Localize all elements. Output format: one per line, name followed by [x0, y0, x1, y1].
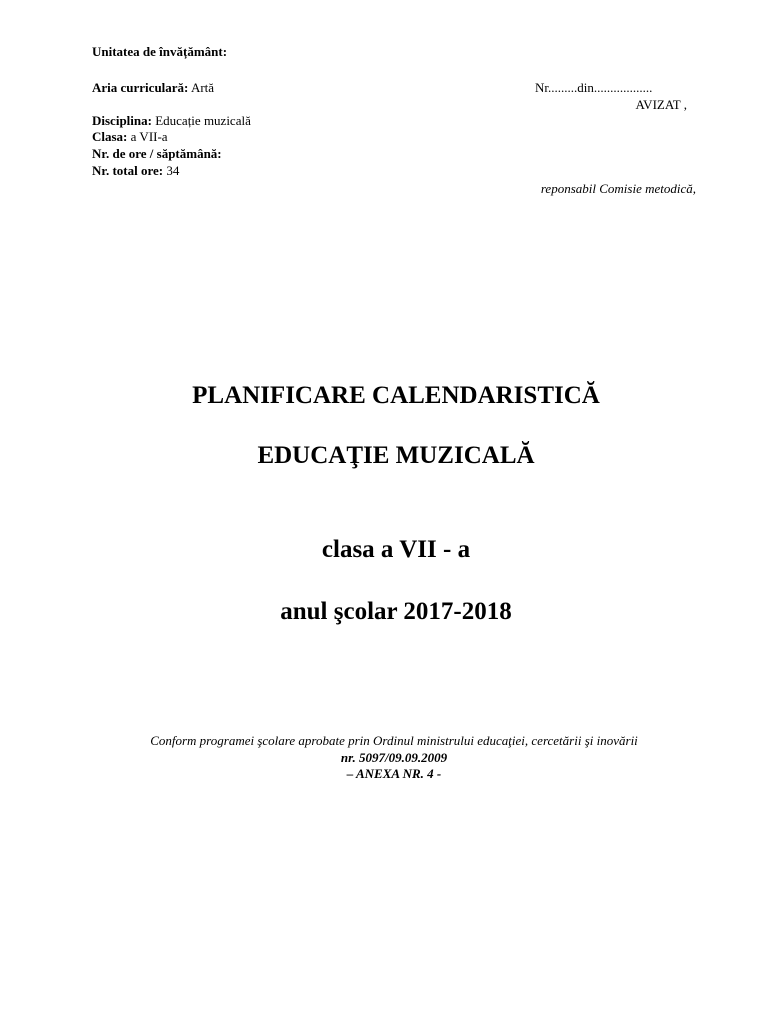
- disciplina-line: [92, 113, 251, 128]
- ore-saptamana-label: Nr. de ore / săptămână:: [92, 146, 222, 161]
- document-title: PLANIFICARE CALENDARISTICĂ: [192, 382, 600, 409]
- unitatea-label: Unitatea de învățământ:: [92, 44, 228, 59]
- discipline-title: EDUCAŢIE MUZICALĂ: [257, 442, 535, 469]
- aria-curriculara-label: Aria curriculară:: [92, 80, 189, 95]
- ordin-number: nr. 5097/09.09.2009: [340, 750, 448, 765]
- responsabil-comisie-label: reponsabil Comisie metodică,: [540, 181, 696, 196]
- school-year-title: anul şcolar 2017-2018: [280, 598, 512, 625]
- total-ore-value: 34: [166, 163, 180, 178]
- clasa-line: [92, 129, 168, 144]
- anexa-label: – ANEXA NR. 4 -: [346, 766, 442, 781]
- aria-curriculara-line: [92, 80, 214, 95]
- total-ore-line: [92, 163, 179, 178]
- avizat-label: AVIZAT ,: [635, 97, 687, 112]
- total-ore-label: Nr. total ore:: [92, 163, 164, 178]
- nr-din-line: Nr.........din..................: [535, 80, 653, 95]
- conform-programei-note: Conform programei şcolare aprobate prin Ordinul ministrului educaţiei, cercetării şi inovării: [150, 733, 638, 748]
- aria-curriculara-value: Artă: [190, 80, 215, 95]
- disciplina-label: Disciplina:: [92, 113, 152, 128]
- disciplina-value: Educație muzicală: [155, 113, 251, 128]
- class-title: clasa a VII - a: [321, 536, 471, 563]
- clasa-value: a VII-a: [130, 129, 168, 144]
- clasa-label: Clasa:: [92, 129, 128, 144]
